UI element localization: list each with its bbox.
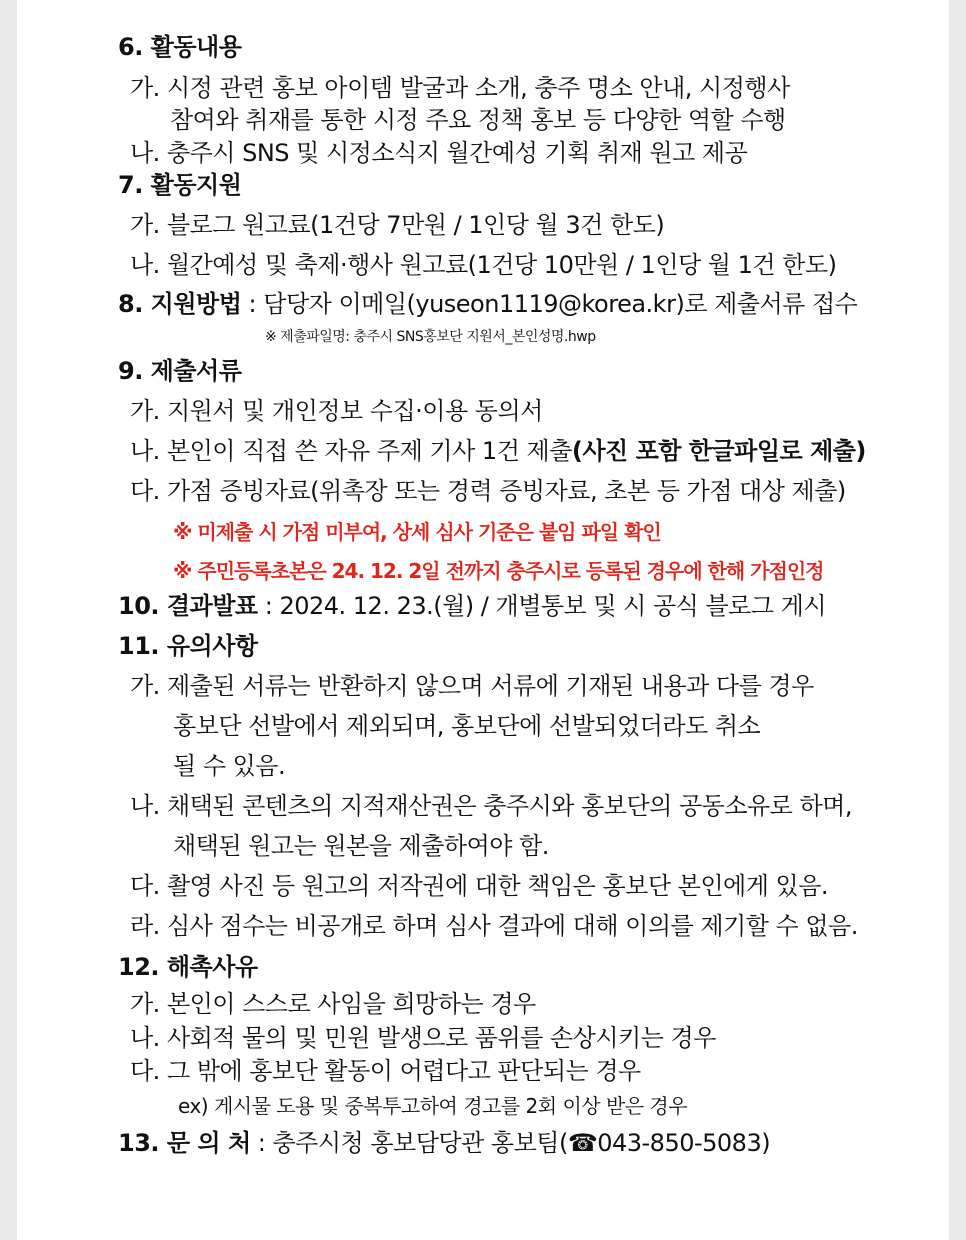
section-12-heading: 12. 해촉사유	[118, 953, 258, 981]
section-11-item-ga-cont-1: 홍보단 선발에서 제외되며, 홍보단에 선발되었더라도 취소	[173, 712, 761, 740]
section-13-text: : 충주시청 홍보담당관 홍보팀(☎043-850-5083)	[250, 1129, 771, 1157]
section-11-item-ga-cont-2: 될 수 있음.	[173, 752, 286, 780]
section-13-heading: 13. 문 의 처	[118, 1129, 251, 1157]
section-12-item-ga: 가. 본인이 스스로 사임을 희망하는 경우	[130, 990, 536, 1018]
section-11-item-ga: 가. 제출된 서류는 반환하지 않으며 서류에 기재된 내용과 다를 경우	[130, 672, 814, 700]
section-12-item-na: 나. 사회적 물의 및 민원 발생으로 품위를 손상시키는 경우	[130, 1024, 716, 1052]
document-page	[17, 0, 949, 1240]
section-9-item-na-bold: (사진 포함 한글파일로 제출)	[571, 437, 866, 465]
section-11-item-ra: 라. 심사 점수는 비공개로 하며 심사 결과에 대해 이의를 제기할 수 없음.	[130, 912, 858, 940]
section-8-heading: 8. 지원방법	[118, 290, 242, 318]
section-6-heading: 6. 활동내용	[118, 33, 242, 61]
section-9-item-da: 다. 가점 증빙자료(위촉장 또는 경력 증빙자료, 초본 등 가점 대상 제출)	[130, 477, 846, 505]
section-10-heading: 10. 결과발표	[118, 592, 258, 620]
section-8-note: ※ 제출파일명: 충주시 SNS홍보단 지원서_본인성명.hwp	[265, 329, 596, 345]
section-9-item-na	[130, 436, 866, 466]
section-9-item-na-text: 나. 본인이 직접 쓴 자유 주제 기사 1건 제출	[130, 437, 572, 465]
section-12-item-da: 다. 그 밖에 홍보단 활동이 어렵다고 판단되는 경우	[130, 1057, 641, 1085]
section-11-item-na-cont: 채택된 원고는 원본을 제출하여야 함.	[173, 832, 549, 860]
section-11-item-da: 다. 촬영 사진 등 원고의 저작권에 대한 책임은 홍보단 본인에게 있음.	[130, 872, 829, 900]
section-13-line	[118, 1128, 770, 1158]
section-7-item-na: 나. 월간예성 및 축제·행사 원고료(1건당 10만원 / 1인당 월 1건 한도)	[130, 251, 837, 279]
section-8-text: : 담당자 이메일(yuseon1119@korea.kr)로 제출서류 접수	[241, 290, 858, 318]
section-11-heading: 11. 유의사항	[118, 632, 258, 660]
section-10-text: : 2024. 12. 23.(월) / 개별통보 및 시 공식 블로그 게시	[257, 592, 827, 620]
section-10-line	[118, 591, 826, 621]
section-7-heading: 7. 활동지원	[118, 171, 242, 199]
section-9-item-ga: 가. 지원서 및 개인정보 수집·이용 동의서	[130, 397, 543, 425]
section-9-red-note-2: ※ 주민등록초본은 24. 12. 2일 전까지 충주시로 등록된 경우에 한해 가점인정	[173, 559, 824, 583]
section-6-item-ga-cont: 참여와 취재를 통한 시정 주요 정책 홍보 등 다양한 역할 수행	[170, 106, 786, 134]
section-12-example: ex) 게시물 도용 및 중복투고하여 경고를 2회 이상 받은 경우	[178, 1094, 688, 1118]
section-6-item-ga: 가. 시정 관련 홍보 아이템 발굴과 소개, 충주 명소 안내, 시정행사	[130, 74, 790, 102]
section-6-item-na: 나. 충주시 SNS 및 시정소식지 월간예성 기획 취재 원고 제공	[130, 139, 748, 167]
section-9-heading: 9. 제출서류	[118, 357, 242, 385]
section-7-item-ga: 가. 블로그 원고료(1건당 7만원 / 1인당 월 3건 한도)	[130, 211, 665, 239]
section-11-item-na: 나. 채택된 콘텐츠의 지적재산권은 충주시와 홍보단의 공동소유로 하며,	[130, 792, 852, 820]
section-8-line	[118, 289, 857, 319]
section-9-red-note-1: ※ 미제출 시 가점 미부여, 상세 심사 기준은 붙임 파일 확인	[173, 520, 661, 544]
